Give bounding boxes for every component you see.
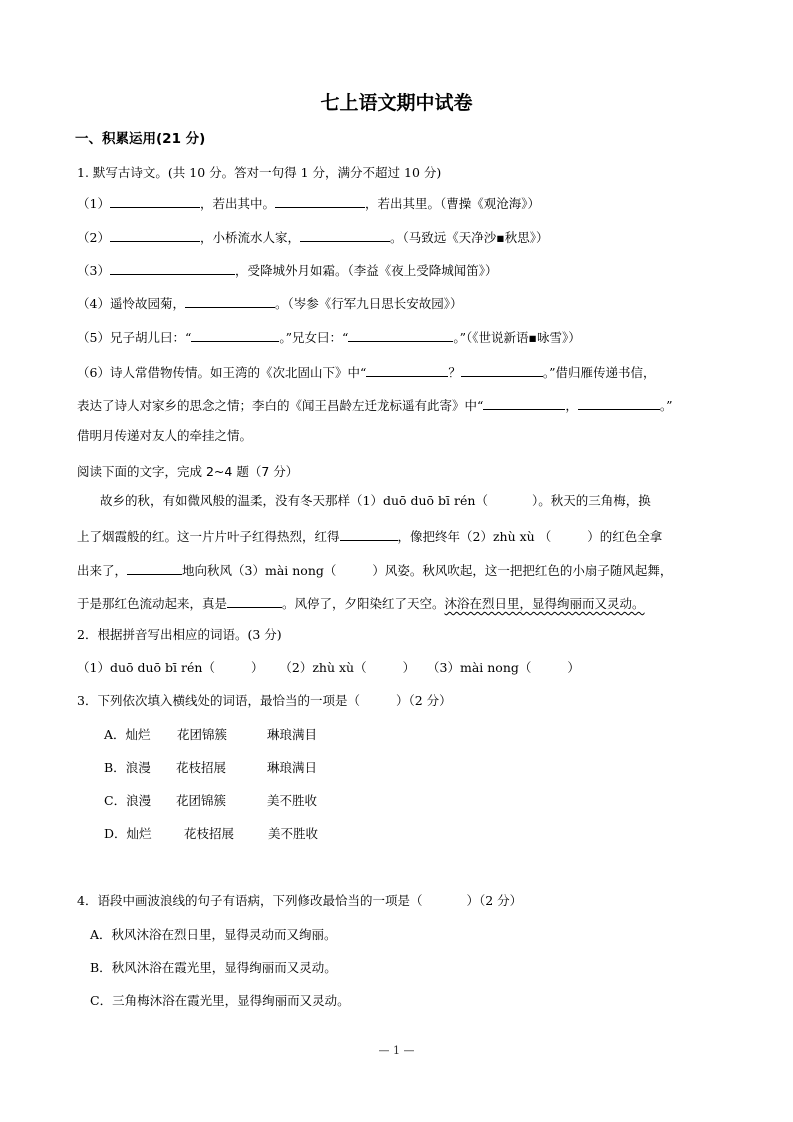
text: 遥怜故园菊，: [109, 296, 185, 311]
text: 4．语段中画波浪线的句子有语病，下列修改最恰当的一项是（: [77, 893, 423, 908]
text: 3．下列依次填入横线处的词语，最恰当的一项是（: [77, 693, 360, 708]
option-label: A．: [104, 727, 126, 742]
wavy-underlined-sentence: 沐浴在烈日里，显得绚丽而又灵动。: [444, 596, 645, 611]
text: 秋风沐浴在霞光里，显得绚丽而又灵动。: [111, 960, 337, 975]
section-heading: 一、积累运用(21 分): [75, 131, 206, 147]
text: 花枝招展: [184, 826, 235, 841]
text: （1）duō duō bī rén（: [77, 660, 215, 675]
text: （2）zhù xù（: [279, 660, 367, 675]
text: 。”: [659, 398, 673, 413]
answer-blank[interactable]: [191, 327, 279, 342]
text: ）: [567, 660, 580, 675]
item-number: （6）: [77, 365, 110, 380]
q3-option-b[interactable]: [104, 760, 318, 776]
q1-item-6-line-3: 借明月传递对友人的牵挂之情。: [77, 428, 253, 443]
answer-blank[interactable]: [483, 395, 565, 410]
text: 。（马致远《天净沙▪秋思》）: [389, 230, 549, 245]
passage-line-2: [77, 526, 662, 545]
question-2-items: [77, 660, 580, 676]
text: 地向秋风（3）mài nong（: [182, 563, 337, 578]
answer-blank[interactable]: [461, 362, 543, 377]
passage-line-4: [77, 593, 645, 612]
option-label: C．: [90, 993, 113, 1008]
passage-line-3: [77, 560, 672, 579]
text: ，若出其里。（曹操《观沧海》）: [364, 196, 540, 211]
text: ，小桥流水人家，: [199, 230, 300, 245]
text: ）风姿。秋风吹起，这一把把红色的小扇子随风起舞，: [372, 563, 673, 578]
answer-blank[interactable]: [110, 193, 200, 208]
text: ）的红色全拿: [587, 529, 663, 544]
text: 。”借归雁传递书信，: [542, 365, 656, 380]
q4-option-a[interactable]: [90, 927, 337, 943]
option-label: D．: [104, 826, 127, 841]
text: ）（2 分）: [466, 893, 523, 908]
answer-blank[interactable]: [366, 362, 448, 377]
q3-option-a[interactable]: [104, 727, 318, 743]
q1-item-4: [77, 293, 462, 312]
text: ，像把终年（2）zhù xù （: [397, 529, 552, 544]
text: 琳琅满日: [267, 760, 318, 775]
item-number: （2）: [77, 230, 110, 245]
text: ？: [448, 365, 461, 380]
text: ，受降城外月如霜。（李益《夜上受降城闻笛》）: [234, 263, 498, 278]
q1-item-5: [77, 327, 581, 346]
answer-blank[interactable]: [127, 560, 182, 575]
item-number: （1）: [77, 196, 110, 211]
item-number: （5）: [77, 330, 110, 345]
text: 三角梅沐浴在霞光里，显得绚丽而又灵动。: [112, 993, 350, 1008]
q3-option-c[interactable]: [104, 793, 318, 809]
answer-blank[interactable]: [227, 593, 282, 608]
text: ）（2 分）: [395, 693, 452, 708]
page-number: — 1 —: [378, 1044, 415, 1057]
text: 美不胜收: [268, 826, 319, 841]
text: ）。秋天的三角梅，换: [531, 493, 651, 508]
text: 。（岑参《行军九日思长安故园》）: [274, 296, 463, 311]
answer-blank[interactable]: [275, 193, 365, 208]
question-1-prompt: 1. 默写古诗文。(共 10 分。答对一句得 1 分，满分不超过 10 分): [77, 165, 442, 180]
text: 表达了诗人对家乡的思念之情；李白的《闻王昌龄左迁龙标遥有此寄》中“: [77, 398, 484, 413]
q1-item-1: [77, 193, 540, 212]
text: 美不胜收: [267, 793, 318, 808]
text: 花枝招展: [176, 760, 227, 775]
item-number: （4）: [77, 296, 110, 311]
answer-blank[interactable]: [340, 526, 398, 541]
answer-blank[interactable]: [185, 293, 275, 308]
option-label: A．: [90, 927, 112, 942]
text: 浪漫: [125, 760, 151, 775]
answer-blank[interactable]: [110, 227, 200, 242]
text: 灿烂: [125, 727, 151, 742]
question-4-prompt: [77, 893, 522, 909]
option-label: B．: [104, 760, 126, 775]
text: 灿烂: [126, 826, 152, 841]
q4-option-c[interactable]: [90, 993, 350, 1009]
answer-blank[interactable]: [300, 227, 390, 242]
question-3-prompt: [77, 693, 452, 709]
text: 。”（《世说新语▪咏雪》）: [453, 330, 581, 345]
q1-item-3: [77, 260, 497, 279]
q1-item-2: [77, 227, 548, 246]
text: ，: [565, 398, 578, 413]
text: 浪漫: [126, 793, 152, 808]
answer-blank[interactable]: [578, 395, 660, 410]
answer-blank[interactable]: [348, 327, 453, 342]
text: 故乡的秋，有如微风般的温柔，没有冬天那样（1）duō duō bī rén（: [100, 493, 488, 508]
text: 秋风沐浴在烈日里，显得灵动而又绚丽。: [111, 927, 337, 942]
q1-item-6-line-2: [77, 395, 673, 414]
text: （3）mài nong（: [427, 660, 532, 675]
passage-line-1: [100, 493, 651, 509]
text: 于是那红色流动起来，真是: [77, 596, 228, 611]
text: 。风停了，夕阳染红了天空。: [282, 596, 445, 611]
text: 诗人常借物传情。如王湾的《次北固山下》中“: [109, 365, 367, 380]
text: 琳琅满目: [267, 727, 318, 742]
q4-option-b[interactable]: [90, 960, 337, 976]
q1-item-6: [77, 362, 656, 381]
option-label: B．: [90, 960, 112, 975]
text: 出来了，: [77, 563, 128, 578]
text: ，若出其中。: [199, 196, 275, 211]
text: ）: [250, 660, 264, 675]
question-2-prompt: 2．根据拼音写出相应的词语。(3 分): [77, 627, 282, 642]
option-label: C．: [104, 793, 127, 808]
text: 上了烟霞般的红。这一片片叶子红得热烈，红得: [77, 529, 340, 544]
text: 兄子胡儿曰：“: [109, 330, 192, 345]
text: 。”兄女曰：“: [279, 330, 349, 345]
text: ）: [402, 660, 416, 675]
page-title: 七上语文期中试卷: [320, 92, 473, 114]
item-number: （3）: [77, 263, 110, 278]
reading-heading: 阅读下面的文字，完成 2~4 题（7 分）: [77, 464, 299, 479]
answer-blank[interactable]: [110, 260, 235, 275]
text: 花团锦簇: [177, 727, 228, 742]
q3-option-d[interactable]: [104, 826, 319, 842]
text: 花团锦簇: [176, 793, 227, 808]
